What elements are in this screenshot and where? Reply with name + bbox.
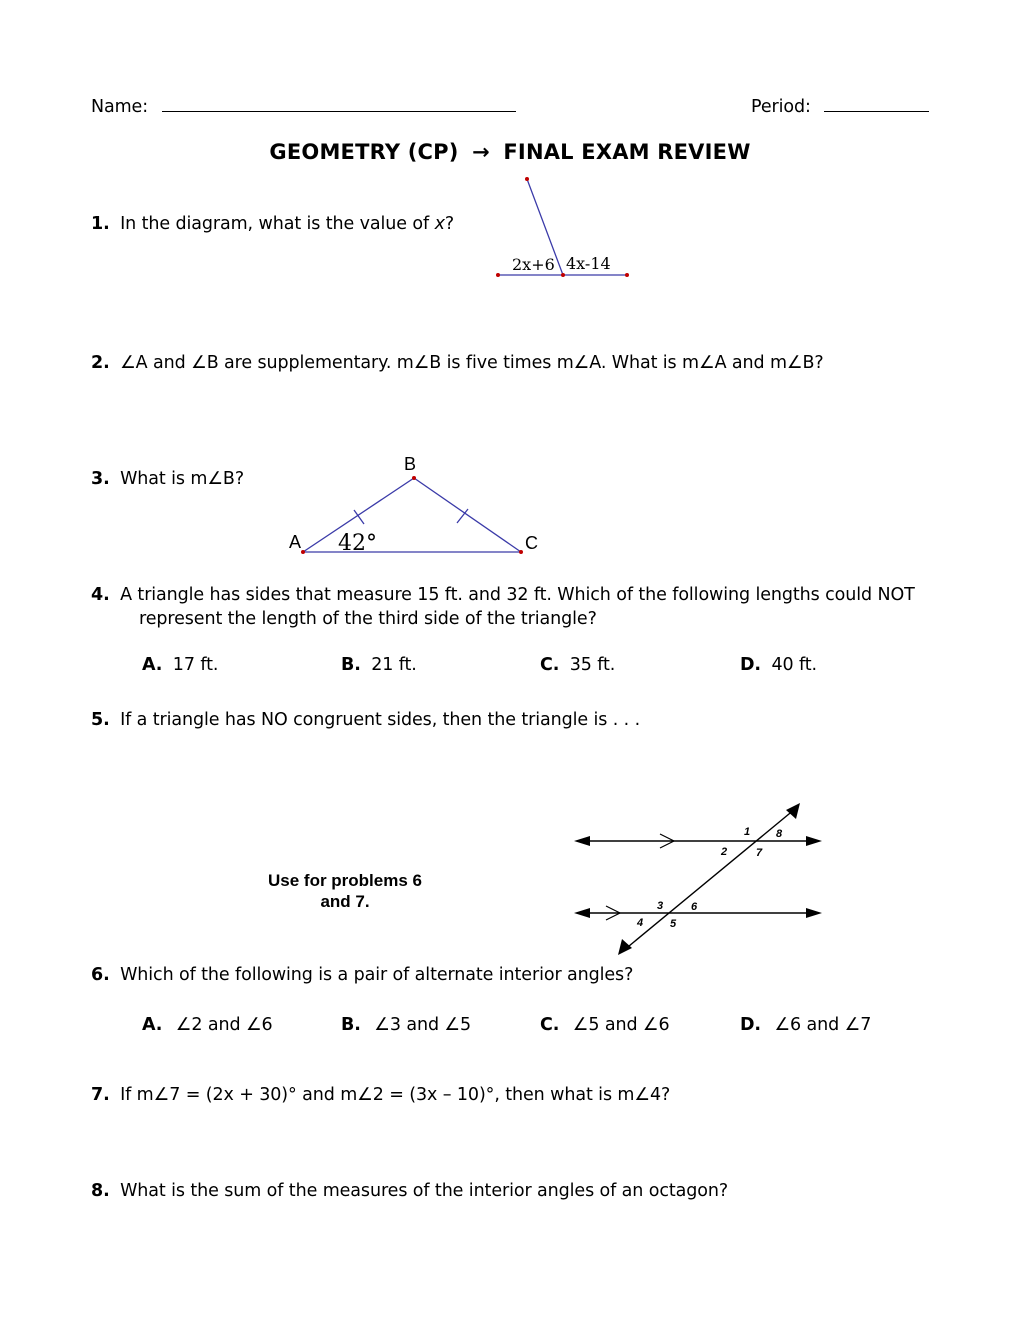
- choice-text: 17 ft.: [172, 655, 219, 675]
- choice-text: 35 ft.: [569, 655, 616, 675]
- arrow-up-icon: [786, 803, 800, 819]
- angle-label-7: 7: [756, 847, 763, 859]
- angle-label-4: 4: [637, 917, 644, 929]
- question-text: If a triangle has NO congruent sides, then the triangle is . . .: [120, 710, 641, 730]
- arrow-left-icon: [574, 836, 590, 846]
- choice-letter: D.: [740, 655, 761, 675]
- choice-letter: B.: [341, 655, 361, 675]
- angle-label-2: 2: [721, 846, 728, 858]
- question-text-line2: represent the length of the third side of the triangle?: [139, 609, 597, 629]
- title-arrow-icon: →: [472, 140, 490, 164]
- choice-letter: B.: [341, 1015, 361, 1035]
- vertex-b-label: B: [404, 454, 417, 474]
- question-text: In the diagram, what is the value of: [120, 214, 435, 234]
- arrow-right-icon: [806, 908, 822, 918]
- arrow-right-icon: [806, 836, 822, 846]
- choice-text: 21 ft.: [371, 655, 417, 675]
- question-number: 5.: [91, 710, 110, 730]
- caption-line1: Use for problems 6: [268, 871, 422, 890]
- angle-label-5: 5: [670, 918, 677, 930]
- q6-choice-d[interactable]: [740, 1015, 871, 1035]
- choice-text: ∠6 and ∠7: [774, 1015, 872, 1035]
- title-right: FINAL EXAM REVIEW: [503, 140, 751, 164]
- angle-label-8: 8: [776, 828, 783, 840]
- question-var: x: [434, 214, 445, 234]
- title-left: GEOMETRY (CP): [269, 140, 459, 164]
- name-label: Name:: [91, 97, 149, 117]
- angle-label-6: 6: [691, 901, 698, 913]
- question-text: If m∠7 = (2x + 30)° and m∠2 = (3x – 10)°, then what is m∠4?: [120, 1085, 671, 1105]
- q6-choice-a[interactable]: [142, 1015, 273, 1035]
- angle-a-label: 42°: [338, 531, 377, 556]
- question-text-end: ?: [444, 214, 455, 234]
- question-text: What is the sum of the measures of the interior angles of an octagon?: [120, 1181, 729, 1201]
- question-number: 8.: [91, 1181, 110, 1201]
- question-7: [91, 1085, 670, 1105]
- transversal-line: [623, 809, 795, 951]
- angle-label-3: 3: [657, 900, 664, 912]
- question-6: [91, 965, 633, 985]
- question-8: [91, 1181, 728, 1201]
- question-text-line1: A triangle has sides that measure 15 ft. and 32 ft. Which of the following lengths could NOT: [120, 585, 915, 605]
- choice-letter: C.: [540, 1015, 560, 1035]
- choice-text: 40 ft.: [771, 655, 817, 675]
- choice-letter: D.: [740, 1015, 761, 1035]
- choice-text: ∠3 and ∠5: [374, 1015, 472, 1035]
- angle-label-1: 1: [744, 826, 751, 838]
- caption-line2: and 7.: [320, 892, 370, 911]
- choice-text: ∠5 and ∠6: [572, 1015, 670, 1035]
- question-text: What is m∠B?: [120, 469, 245, 489]
- question-text: ∠A and ∠B are supplementary. m∠B is five times m∠A. What is m∠A and m∠B?: [120, 353, 824, 373]
- choice-letter: C.: [540, 655, 560, 675]
- period-label: Period:: [751, 97, 811, 117]
- choice-letter: A.: [142, 655, 163, 675]
- vertex-c-label: C: [525, 533, 538, 553]
- question-number: 6.: [91, 965, 110, 985]
- question-number: 4.: [91, 585, 110, 605]
- arrow-left-icon: [574, 908, 590, 918]
- question-text: Which of the following is a pair of alternate interior angles?: [120, 965, 634, 985]
- q6-choice-b[interactable]: [341, 1015, 471, 1035]
- q1-label-left: 2x+6: [512, 255, 555, 274]
- q6-choice-c[interactable]: [540, 1015, 670, 1035]
- question-number: 3.: [91, 469, 110, 489]
- vertex-a-label: A: [289, 532, 302, 552]
- choice-letter: A.: [142, 1015, 163, 1035]
- question-number: 7.: [91, 1085, 110, 1105]
- arrow-down-icon: [618, 939, 632, 955]
- question-number: 2.: [91, 353, 110, 373]
- question-number: 1.: [91, 214, 110, 234]
- q1-label-right: 4x-14: [566, 254, 611, 273]
- choice-text: ∠2 and ∠6: [175, 1015, 273, 1035]
